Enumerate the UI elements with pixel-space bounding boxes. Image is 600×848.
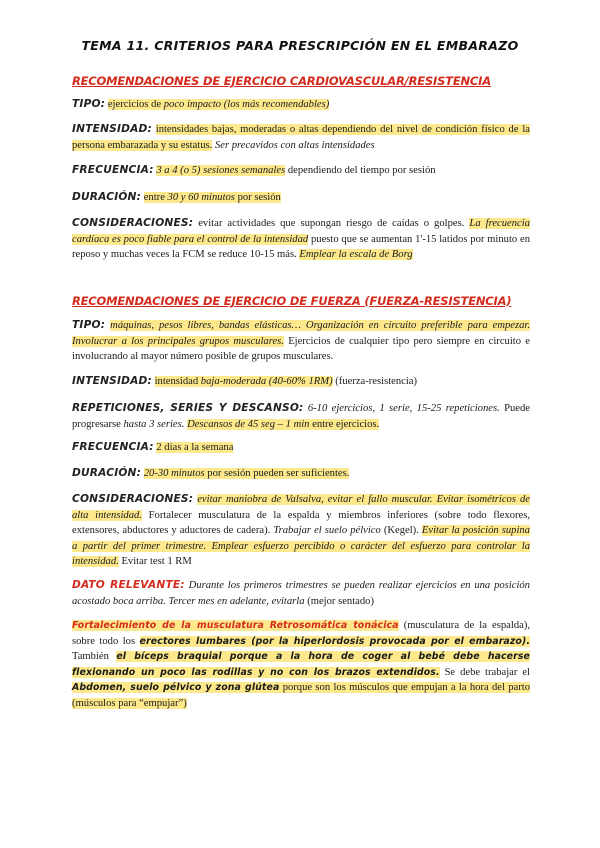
cardio-consideraciones-emph: La frecuencia cardíaca es poco fiable para el control de la intensidad [72,218,530,245]
erectores-emph: erectores lumbares (por la hiperlordosis provocada por el embarazo). [139,635,531,647]
section-heading-fuerza: RECOMENDACIONES DE EJERCICIO DE FUERZA (FUERZA-RESISTENCIA) [72,294,512,308]
fuerza-frecuencia-text: 2 días a la semana [156,442,234,453]
fuerza-tipo-label: TIPO: [72,319,106,331]
cardio-intensidad-note: Ser precavidos con altas intensidades [212,139,375,151]
fuerza-descansos-emph: Descansos de 45 seg – 1 min [187,418,310,430]
fuerza-fortalecimiento: Fortalecimiento de la musculatura Retrosomática tonácica (musculatura de la espalda), sobre todo los erectores lumbares (por la hiperlordosis provocada por el embarazo). También el bíceps braquial porque a la hora de coger al bebé debe hacerse flexionando un poco las rodillas y no con los brazos extendidos. Se debe trabajar el Abdomen, suelo pélvico y zona glútea porque son los músculos que empujan a la hora del parto (músculos para “empujar”) [72,620,531,709]
fuerza-duracion: DURACIÓN: 20-30 minutos por sesión pueden ser suficientes. [72,467,350,479]
fuerza-frecuencia [72,440,530,456]
fuerza-consideraciones-label: CONSIDERACIONES: [72,493,194,505]
fuerza-supina-emph: Evitar la posición supina a partir del primer trimestre. Emplear esfuerzo percibido o carácter del esfuerzo para controlar la intensidad. [72,525,530,567]
fuerza-consideraciones-emph: evitar maniobra de Valsalva, evitar el fallo muscular. Evitar isométricos de alta intensidad. [72,494,531,521]
fuerza-repeticiones-label: REPETICIONES, SERIES Y DESCANSO: [72,402,304,414]
cardio-intensidad-label: INTENSIDAD: [72,123,152,135]
cardio-frecuencia-text: dependiendo del tiempo por sesión [285,165,436,176]
cardio-borg-emph: Emplear la escala de Borg [299,249,413,260]
page-title: TEMA 11. CRITERIOS PARA PRESCRIPCIÓN EN EL EMBARAZO [81,38,519,53]
cardio-frecuencia-label: FRECUENCIA: [72,164,154,176]
abdomen-emph: Abdomen, suelo pélvico y zona glútea [72,682,280,693]
fuerza-intensidad: INTENSIDAD: intensidad baja-moderada (40-60% 1RM) (fuerza-resistencia) [72,375,418,387]
fuerza-frecuencia-label: FRECUENCIA: [72,441,154,453]
cardio-duracion-label: DURACIÓN: [72,191,142,203]
cardio-duracion-emph: 30 y 60 minutos [167,192,235,203]
cardio-frecuencia [72,163,530,179]
cardio-tipo [72,97,530,113]
dato-relevante-label: DATO RELEVANTE: [72,579,185,591]
fuerza-repeticiones: REPETICIONES, SERIES Y DESCANSO: 6-10 ejercicios, 1 serie, 15-25 repeticiones. Puede progresarse hasta 3 series. Descansos de 45 seg – 1 min entre ejercicios. [72,402,530,430]
cardio-consideraciones: CONSIDERACIONES: evitar actividades que supongan riesgo de caídas o golpes. La frecuencia cardíaca es poco fiable para el control de la intensidad puesto que se aumentan 1'-15 latidos por minuto en reposo y muchas veces la FCM se reduce 10-15 más. Emplear la escala de Borg [72,217,530,260]
cardio-frecuencia-emph: 3 a 4 (o 5) sesiones semanales [156,165,286,176]
cardio-tipo-label: TIPO: [72,98,106,110]
fuerza-tipo-text: Ejercicios de cualquier tipo pero siempre en circuito e involucrando al mayor número posible de grupos musculares. [72,335,530,362]
fuerza-dato-relevante: DATO RELEVANTE: Durante los primeros trimestres se pueden realizar ejercicios en una posición acostado boca arriba. Tercer mes en adelante, evitarla (mejor sentado) [72,579,530,607]
cardio-consideraciones-label: CONSIDERACIONES: [72,217,194,229]
fuerza-intensidad-label: INTENSIDAD: [72,375,152,387]
biceps-emph: el bíceps braquial porque a la hora de coger al bebé debe hacerse flexionando un poco las rodillas y no con los brazos extendidos. [72,651,530,678]
cardio-intensidad-text: intensidades bajas, moderadas o altas dependiendo del nivel de condición físico de la persona embarazada y su estatus. [72,124,530,151]
fuerza-intensidad-emph: baja-moderada (40-60% 1RM) [200,376,333,387]
section-heading-cardio: RECOMENDACIONES DE EJERCICIO CARDIOVASCULAR/RESISTENCIA [72,74,491,88]
cardio-tipo-emph: poco impacto (los más recomendables) [163,99,330,110]
fuerza-tipo-emph: máquinas, pesos libres, bandas elásticas… Organización en circuito preferible para empezar. Involucrar a los principales grupos musculares. [72,320,530,347]
fuerza-tipo [72,318,530,365]
cardio-duracion: DURACIÓN: entre 30 y 60 minutos por sesión [72,191,281,203]
cardio-intensidad [72,122,530,153]
cardio-tipo-text: ejercicios de [107,99,164,110]
fuerza-duracion-emph: 20-30 minutos [143,468,205,479]
fuerza-duracion-label: DURACIÓN: [72,467,142,479]
fuerza-consideraciones: CONSIDERACIONES: evitar maniobra de Valsalva, evitar el fallo muscular. Evitar isométricos de alta intensidad. Fortalecer musculatura de la espalda y miembros inferiores (sobre todo flexores, extensores, abductores y aductores de cadera). Trabajar el suelo pélvico (Kegel). Evitar la posición supina a partir del primer trimestre. Emplear esfuerzo percibido o carácter del esfuerzo para controlar la intensidad. Evitar test 1 RM [72,493,531,567]
fortalecimiento-emph: Fortalecimiento de la musculatura Retrosomática tonácica [72,620,399,631]
